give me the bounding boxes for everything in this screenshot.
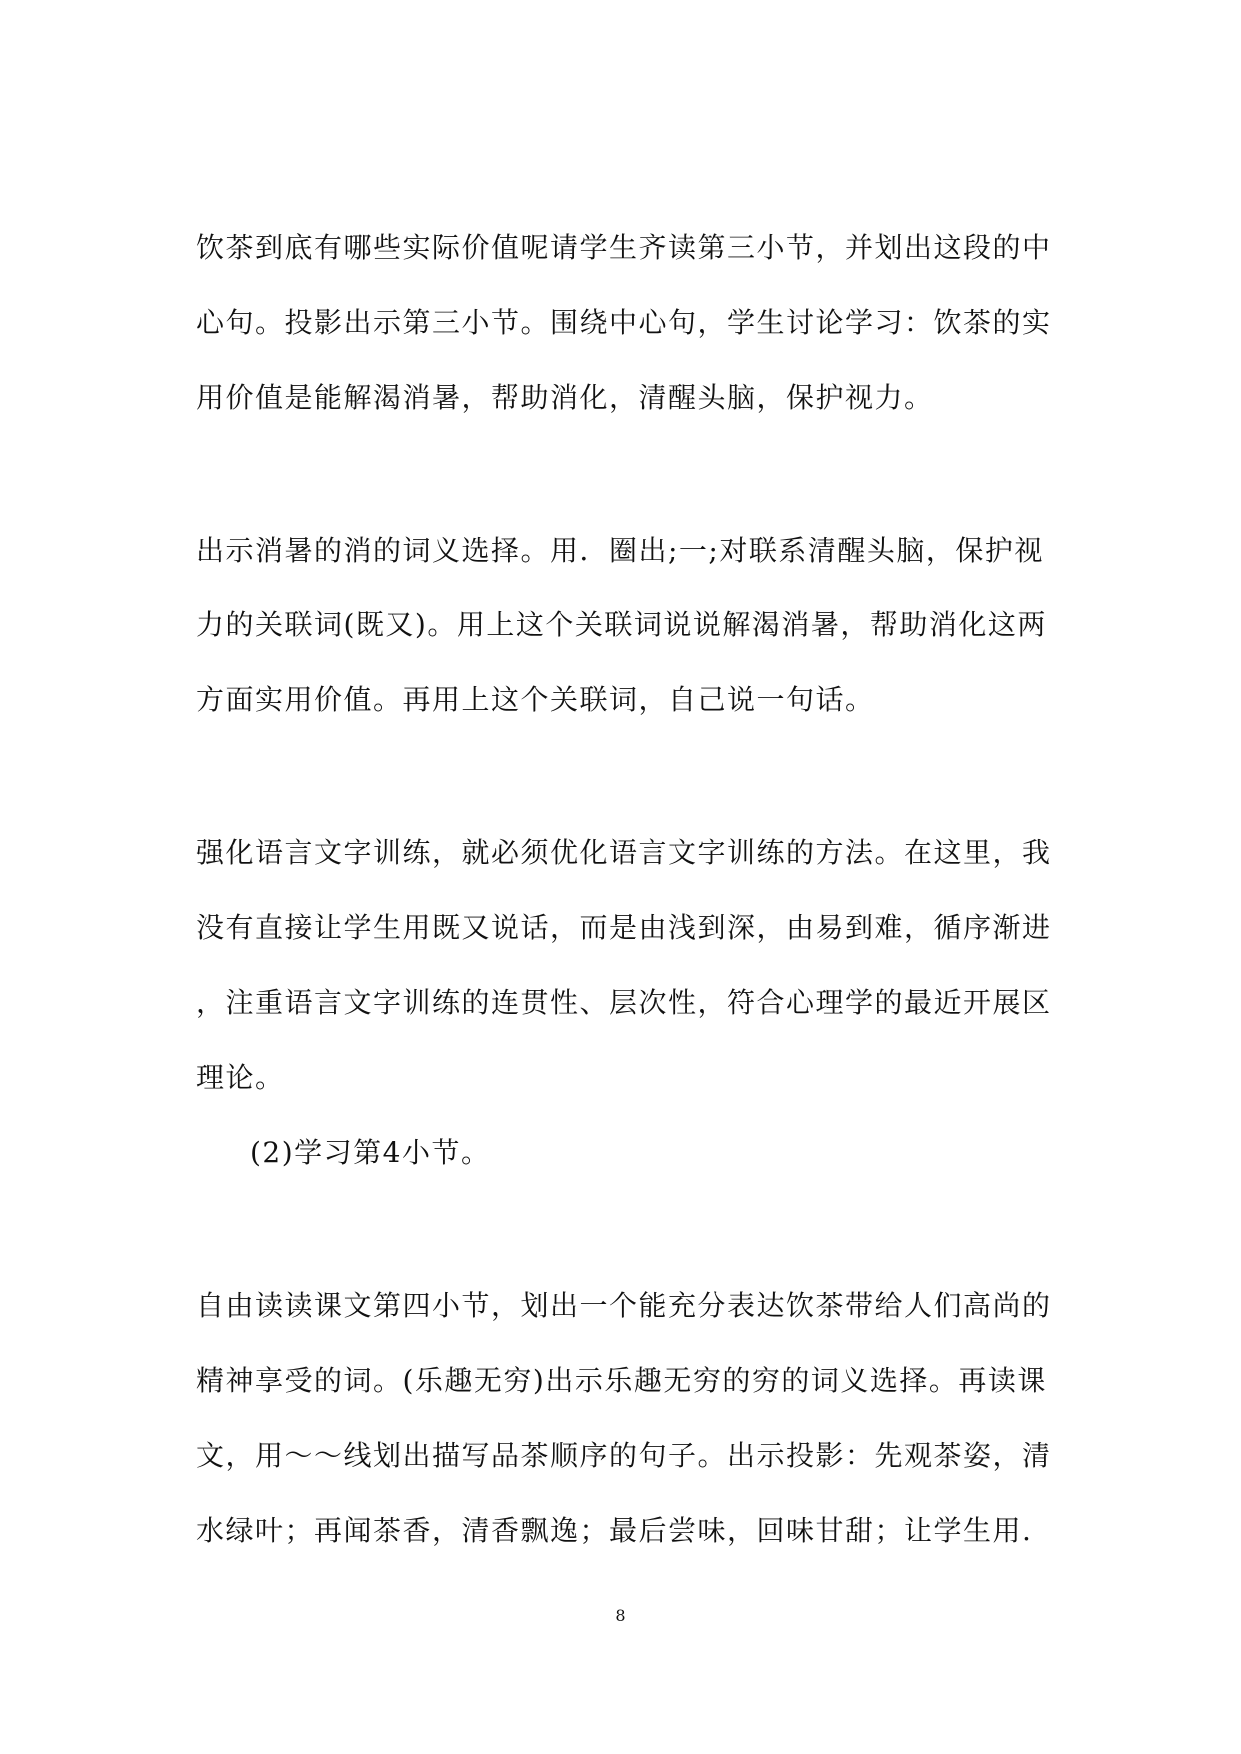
paragraph-5-line-2: 精神享受的词。(乐趣无穷)出示乐趣无穷的穷的词义选择。再读课 [196, 1364, 1047, 1397]
page-number: 8 [615, 1606, 626, 1625]
section-heading: (2)学习第4小节。 [250, 1136, 491, 1169]
paragraph-1-line-3: 用价值是能解渴消暑，帮助消化，清醒头脑，保护视力。 [196, 381, 934, 414]
paragraph-2-line-2: 力的关联词(既又)。用上这个关联词说说解渴消暑，帮助消化这两 [196, 608, 1047, 641]
paragraph-3-line-3: ，注重语言文字训练的连贯性、层次性，符合心理学的最近开展区 [196, 986, 1052, 1019]
paragraph-5-line-3: 文，用～～线划出描写品茶顺序的句子。出示投影：先观茶姿，清 [196, 1439, 1052, 1472]
paragraph-3-line-2: 没有直接让学生用既又说话，而是由浅到深，由易到难，循序渐进 [196, 911, 1052, 944]
paragraph-2-line-1: 出示消暑的消的词义选择。用．圈出;一;对联系清醒头脑，保护视 [196, 534, 1044, 567]
paragraph-1-line-1: 饮茶到底有哪些实际价值呢请学生齐读第三小节，并划出这段的中 [196, 231, 1052, 264]
paragraph-5-line-1: 自由读读课文第四小节，划出一个能充分表达饮茶带给人们高尚的 [196, 1289, 1052, 1322]
paragraph-3-line-1: 强化语言文字训练，就必须优化语言文字训练的方法。在这里，我 [196, 836, 1052, 869]
paragraph-1-line-2: 心句。投影出示第三小节。围绕中心句，学生讨论学习：饮茶的实 [196, 306, 1052, 339]
paragraph-5-line-4: 水绿叶；再闻茶香，清香飘逸；最后尝味，回味甘甜；让学生用. [196, 1514, 1033, 1547]
paragraph-3-line-4: 理论。 [196, 1061, 285, 1094]
paragraph-2-line-3: 方面实用价值。再用上这个关联词，自己说一句话。 [196, 683, 875, 716]
